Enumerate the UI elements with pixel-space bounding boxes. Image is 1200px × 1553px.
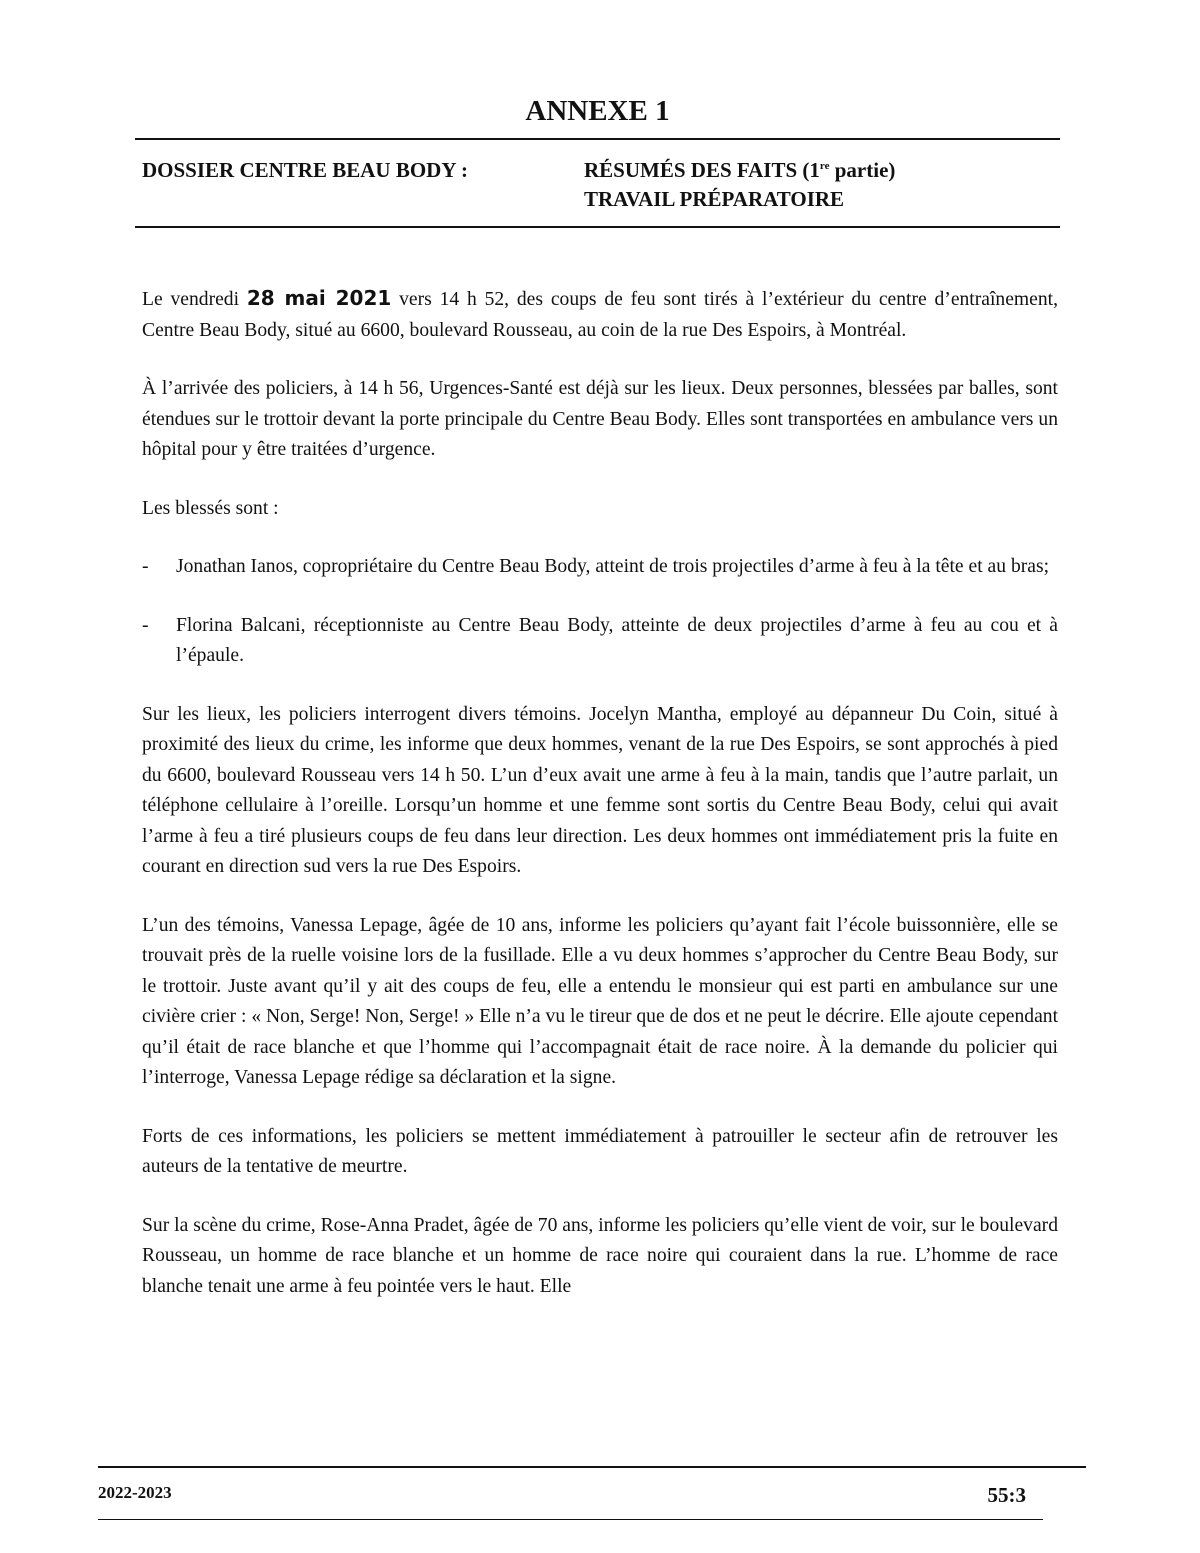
summary-line-1-suffix: partie): [829, 158, 896, 182]
summary-line-1-text: RÉSUMÉS DES FAITS (1: [584, 158, 820, 182]
list-bullet: -: [142, 556, 149, 577]
paragraph-6: Forts de ces informations, les policiers se mettent immédiatement à patrouiller le secteur afin de retrouver les auteurs de la tentative de meurtre.: [142, 1125, 1058, 1177]
header-bottom-rule: [135, 226, 1060, 228]
footer-year: 2022-2023: [98, 1483, 172, 1502]
list-item: [142, 611, 1058, 672]
summary-line-2: TRAVAIL PRÉPARATOIRE: [584, 187, 845, 211]
paragraph-1-end: vers 14 h 52, des coups de feu sont tirés à l’extérieur du centre d’entraînement, Centre Beau Body, situé au 6600, boulevard Rousseau, au coin de la rue Des Espoirs, à Montréal.: [142, 289, 1058, 341]
dossier-summary: [584, 156, 895, 214]
paragraph-2: À l’arrivée des policiers, à 14 h 56, Urgences-Santé est déjà sur les lieux. Deux personnes, blessées par balles, sont étendues sur le trottoir devant la porte principale du Centre Beau Body. Elles sont transportées en ambulance vers un hôpital pour y être traitées d’urgence.: [142, 378, 1058, 460]
paragraph-3: Les blessés sont :: [142, 497, 279, 519]
annex-title: ANNEXE 1: [525, 95, 670, 127]
paragraph-1: [142, 283, 1058, 346]
summary-superscript: re: [819, 160, 830, 172]
document-body: [142, 283, 1058, 1302]
incident-date: 28 mai 2021: [246, 286, 392, 310]
paragraph-4: Sur les lieux, les policiers interrogent divers témoins. Jocelyn Mantha, employé au dépanneur Du Coin, situé à proximité des lieux du crime, les informe que deux hommes, venant de la rue Des Espoirs, se sont approchés à pied du 6600, boulevard Rousseau vers 14 h 50. L’un d’eux avait une arme à feu à la main, tandis que l’autre parlait, un téléphone cellulaire à l’oreille. Lorsqu’un homme et une femme sont sortis du Centre Beau Body, celui qui avait l’arme à feu a tiré plusieurs coups de feu dans leur direction. Les deux hommes ont immédiatement pris la fuite en courant en direction sud vers la rue Des Espoirs.: [142, 703, 1058, 877]
header-top-rule: [135, 138, 1060, 140]
paragraph-7: Sur la scène du crime, Rose-Anna Pradet, âgée de 70 ans, informe les policiers qu’elle vient de voir, sur le boulevard Rousseau, un homme de race blanche et un homme de race noire qui couraient dans la rue. L’homme de race blanche tenait une arme à feu pointée vers le haut. Elle: [142, 1214, 1058, 1297]
summary-line-1: [584, 156, 895, 185]
dossier-label: DOSSIER CENTRE BEAU BODY :: [142, 158, 468, 182]
page-number: 55:3: [987, 1483, 1026, 1507]
paragraph-1-start: Le vendredi: [142, 289, 247, 310]
list-item: [142, 552, 1058, 583]
list-bullet: -: [142, 614, 149, 636]
list-item-text: Florina Balcani, réceptionniste au Centre Beau Body, atteinte de deux projectiles d’arme à feu au cou et à l’épaule.: [176, 614, 1058, 666]
list-item-text: Jonathan Ianos, copropriétaire du Centre Beau Body, atteint de trois projectiles d’arme à feu à la tête et au bras;: [176, 556, 1050, 577]
footer-top-rule: [98, 1466, 1086, 1468]
footer-bottom-rule: [98, 1519, 1043, 1520]
paragraph-5: L’un des témoins, Vanessa Lepage, âgée de 10 ans, informe les policiers qu’ayant fait l’école buissonnière, elle se trouvait près de la ruelle voisine lors de la fusillade. Elle a vu deux hommes s’approcher du Centre Beau Body, sur le trottoir. Juste avant qu’il y ait des coups de feu, elle a entendu le monsieur qui est parti en ambulance sur une civière crier : « Non, Serge! Non, Serge! » Elle n’a vu le tireur que de dos et ne peut le décrire. Elle ajoute cependant qu’il était de race blanche et que l’homme qui l’accompagnait était de race noire. À la demande du policier qui l’interroge, Vanessa Lepage rédige sa déclaration et la signe.: [142, 914, 1059, 1088]
